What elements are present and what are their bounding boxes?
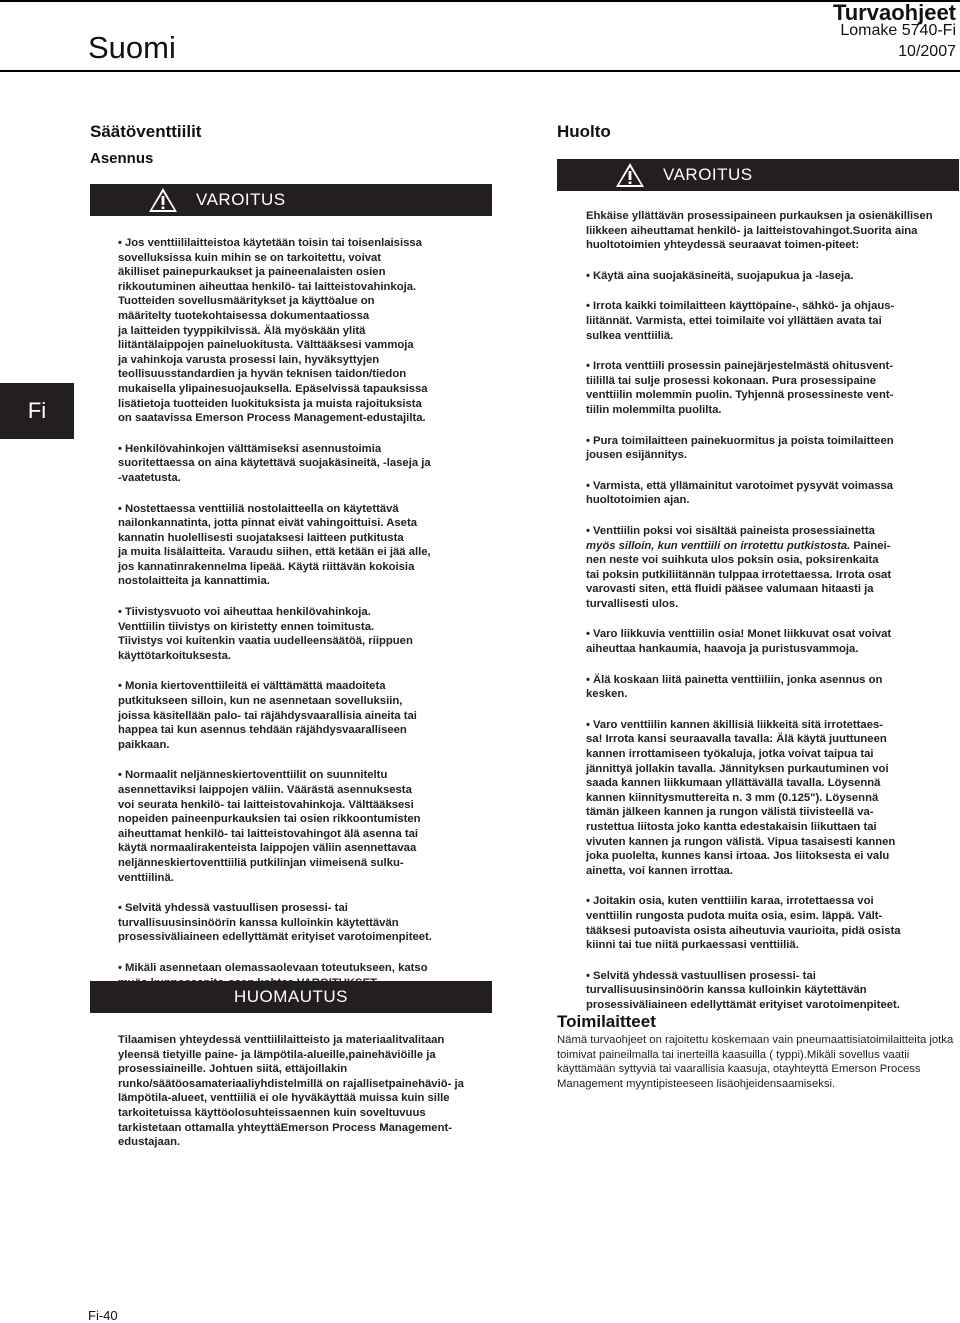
text-line: Emerson Process Management-edustajaan. [118, 1121, 453, 1149]
text-line: • Tiivistysvuoto voi aiheuttaa henkilövahinkoja. [118, 606, 371, 619]
bullet-text [586, 673, 958, 702]
maintenance-warning-block [586, 209, 958, 1029]
text-line: sa! Irrota kansi seuraavalla tavalla: Älä käytä juuttuneen [586, 733, 887, 746]
text-line: valitaan yleensä tietyille paine- ja lämpötila-alueille, [118, 1034, 445, 1061]
text-line: Nämä turvaohjeet on rajoitettu koskemaan vain pneumaattisia [557, 1034, 867, 1046]
maintenance-warning-list [586, 269, 958, 1013]
text-line: paikkaan. [118, 738, 170, 751]
bullet-item [118, 679, 488, 752]
bullet-icon: • [586, 895, 590, 908]
bullet-item [586, 524, 958, 612]
bullet-text [118, 605, 488, 663]
bullet-item [586, 969, 958, 1013]
text-line: käyttää muissa kuin sille tarkoitetuissa käyttöolosuhteissa [118, 1092, 450, 1119]
text-line: kannen irrottamiseen työkaluja, jotka voivat taipua tai [586, 748, 874, 761]
bullet-item [586, 718, 958, 879]
text-line: rustettua liitosta joko kantta edestakaisin liikuttaen tai [586, 821, 877, 833]
text-line: • Henkilövahinkojen välttämiseksi asennustoimia [118, 442, 382, 455]
bullet-item [586, 627, 958, 656]
section-title-maintenance: Huolto [557, 122, 611, 141]
text-line: sovelluksissa kuin mihin se on tarkoitettu, voivat [118, 251, 382, 264]
text-line: Ehkäise yllättävän prosessipaineen purkauksen ja osien [586, 210, 889, 222]
text-line: • Älä koskaan liitä painetta venttiiliin, jonka asennus on [586, 673, 883, 686]
bullet-icon: • [586, 524, 590, 537]
text-line: äkilliset painepurkaukset ja paineenalaisten osien [118, 266, 386, 279]
text-line: varovasti siten, että fluidi pääsee valumaan hitaasti ja [586, 583, 874, 596]
text-line: kannatin huolellisesti suojataksesi laitteen putkitusta [118, 531, 404, 544]
text-line: myös silloin, kun venttiili on irrotettu putkistosta. Painei- [586, 539, 891, 552]
bullet-text [118, 502, 488, 590]
text-line: Mikäli sovellus vaatii käyttämään syttyviä tai vaarallisia kaasuja, ota [557, 1048, 910, 1076]
text-line: joka puolelta, kunnes kansi irtoaa. Jos liitoksesta ei valu [586, 850, 890, 863]
text-line: jos kannatinrakennelma lipeää. Käytä riittävän kokoisia [118, 560, 415, 573]
text-line: • Normaalit neljänneskiertoventtiilit on suunniteltu [118, 769, 388, 782]
text-line: tääksesi putoavista osista aiheutuvia vaurioita, pidä osista [586, 924, 901, 937]
text-line: toimilaitteita jotka toimivat paineilmalla tai inerteillä kaasuilla ( typpi). [557, 1034, 954, 1061]
bullet-icon: • [586, 434, 590, 447]
text-line: aiheuttaa hankaumia, haavoja ja puristusvammoja. [586, 643, 859, 656]
text-line: nailonkannatinta, jotta pinnat eivät vahingoittuisi. Aseta [118, 517, 417, 530]
text-line: ja muita lisälaitteita. Varaudu siihen, että ketään ei jää alle, [118, 546, 431, 559]
text-line: tiilillä tai sulje prosessi kokonaan. Pura prosessipaine [586, 374, 877, 387]
text-line: liitännät. Varmista, ettei toimilaite voi yllättäen avata tai [586, 314, 882, 327]
bullet-text [118, 679, 488, 752]
text-line: Venttiilin tiivistys on kiristetty ennen toimitusta. [118, 620, 375, 633]
text-line: yhteyttä Emerson Process Management myyntipisteeseen lisäohjeiden [557, 1063, 921, 1090]
bullet-item [118, 901, 488, 945]
bullet-text [586, 359, 958, 417]
bullet-item [586, 479, 958, 508]
text-line: • Joitakin osia, kuten venttiilin karaa, irrotettaessa voi [586, 895, 874, 908]
text-line: tämän jälkeen kannen ja rungon välistä tiivisteellä va- [586, 806, 874, 819]
text-line: ennen kuin soveltuvuus tarkistetaan ottamalla yhteyttä [118, 1106, 426, 1134]
bullet-text [118, 768, 488, 885]
text-line: • Venttiilin poksi voi sisältää paineista prosessiainetta [586, 524, 875, 537]
text-line: vivuten kannen ja rungon välistä. Vipua tasaisesti kannen [586, 835, 896, 848]
bullet-icon: • [586, 718, 590, 731]
document-title: Turvaohjeet [832, 0, 956, 25]
text-line: • Jos venttiililaitteistoa käytetään toisin tai toisenlaisissa [118, 237, 422, 249]
text-line: jännittyä jollakin tavalla. Jännityksen purkautuminen voi [586, 762, 889, 775]
installation-warning-list [118, 236, 488, 1006]
text-line: painehäviöille ja prosessiaineille. Johtuen siitä, että [118, 1048, 436, 1076]
bullet-item [586, 434, 958, 463]
text-line: käyttötarkoituksesta. [118, 649, 232, 662]
text-line: on saatavissa Emerson Process Management-edustajilta. [118, 412, 426, 425]
bullet-icon: • [586, 479, 590, 492]
text-line: • Monia kiertoventtiileitä ei välttämättä maadoiteta [118, 680, 386, 693]
warning-label: VAROITUS [196, 190, 286, 209]
text-line: aiheuttamat henkilö- tai laitteistovahingot älä asenna tai [118, 827, 419, 840]
bullet-icon: • [586, 360, 590, 373]
bullet-icon: • [118, 961, 122, 974]
text-line: • Käytä aina suojakäsineitä, suojapukua ja -laseja. [586, 269, 854, 282]
text-line: -vaatetusta. [118, 471, 181, 484]
text-line: turvallisuusinsinöörin kanssa kulloinkin käytettävän [118, 916, 399, 929]
page-number: Fi-40 [88, 1308, 118, 1323]
bullet-text [586, 718, 958, 879]
bullet-item [118, 502, 488, 590]
text-line: nen neste voi suihkuta ulos poksin osia, poksirenkaita [586, 554, 879, 567]
bullet-item [586, 299, 958, 343]
text-line: Tuotteiden sovellusmääritykset ja käyttöalue on [118, 295, 375, 308]
top-rule [0, 0, 960, 2]
text-line: • Varo venttiilin kannen äkillisiä liikkeitä sitä irrotettaes- [586, 718, 884, 731]
text-line: tiilin molemmilta puolilta. [586, 403, 722, 416]
text-line: ja vahinkoja varusta prosessi lain, hyväksyttyjen [118, 353, 380, 366]
text-line: turvallisuusinsinöörin kanssa kulloinkin käytettävän [586, 984, 867, 997]
bullet-item [118, 236, 488, 426]
text-line: lisätietoja tuotteiden luokituksista ja muista rajoituksista [118, 397, 422, 410]
text-line: Suorita aina huoltotoimien yhteydessä seuraavat toimen- [586, 224, 918, 252]
text-line: • Varo liikkuvia venttiilin osia! Monet liikkuvat osat voivat [586, 628, 892, 641]
bullet-icon: • [118, 237, 122, 249]
text-line: venttiilin rungosta pudota muita osia, esim. läppä. Vält- [586, 909, 883, 922]
language-title: Suomi [88, 30, 176, 65]
text-line: Tilaamisen yhteydessä venttiililaitteisto ja materiaalit [118, 1034, 403, 1046]
text-line: ja laitteiden tyyppikilvissä. Älä myöskään ylitä [118, 324, 366, 337]
text-line: • Selvitä yhdessä vastuullisen prosessi- tai [586, 969, 816, 982]
text-line: prosessiväliaineen edellyttämät erityiset varotoimenpiteet. [586, 998, 900, 1011]
text-line: • Varmista, että yllämainitut varotoimet pysyvät voimassa [586, 479, 894, 492]
text-line: turvallisesti ulos. [586, 597, 679, 610]
note-bar [90, 981, 492, 1013]
bullet-text [586, 479, 958, 508]
bullet-text [586, 269, 958, 284]
text-line: joissa käsitellään palo- tai räjähdysvaarallisia aineita tai [118, 709, 417, 722]
text-line: liitäntälaippojen paineluokitusta. Välttääksesi vammoja [118, 339, 414, 352]
text-line: venttiilinä. [118, 871, 174, 884]
text-line: nostolaitteita ja kannattimia. [118, 575, 270, 588]
bullet-text [586, 627, 958, 656]
text-line: sulkea venttiiliä. [586, 329, 674, 342]
text-line: neljänneskiertoventtiiliä putkilinjan viimeisenä sulku- [118, 856, 404, 869]
text-line: • Irrota venttiili prosessin painejärjestelmästä ohitusvent- [586, 360, 894, 373]
text-line: Tiivistys voi kuitenkin vaatia uudelleensäätöä, riippuen [118, 635, 413, 648]
note-label: HUOMAUTUS [233, 987, 349, 1006]
bullet-item [118, 768, 488, 885]
text-line: joillakin runko/säätöosamateriaaliyhdistelmillä on rajalliset [118, 1063, 389, 1090]
bullet-item [118, 605, 488, 663]
text-line: • Irrota kaikki toimilaitteen käyttöpaine-, sähkö- ja ohjaus- [586, 300, 895, 313]
subsection-title-installation: Asennus [90, 150, 154, 167]
language-side-tab: Fi [0, 383, 74, 439]
bullet-icon: • [586, 673, 590, 686]
bullet-text [586, 969, 958, 1013]
bullet-text [586, 524, 958, 612]
actuators-text [557, 1033, 957, 1091]
text-line: huoltotoimien ajan. [586, 494, 690, 507]
bullet-text [586, 299, 958, 343]
bullet-text [118, 901, 488, 945]
text-line: • Pura toimilaitteen painekuormitus ja poista toimilaitteen [586, 434, 894, 447]
bullet-icon: • [586, 300, 590, 313]
bullet-icon: • [118, 769, 122, 782]
warning-triangle-icon [615, 162, 645, 188]
bullet-icon: • [118, 902, 122, 915]
text-line: voi seurata henkilö- tai laitteistovahinkoja. Välttääksesi [118, 798, 414, 811]
text-line: putkitukseen silloin, kun ne asennetaan sovelluksiin, [118, 695, 403, 708]
bullet-icon: • [586, 969, 590, 982]
text-line: suoritettaessa on aina käytettävä suojakäsineitä, -laseja ja [118, 457, 431, 470]
text-line: rikkoutuminen aiheuttaa henkilö- tai laitteistovahinkoja. [118, 280, 417, 293]
maintenance-intro [586, 209, 958, 253]
text-line: käytä normaalirakenteista laippojen väliin asennettavaa [118, 842, 417, 855]
text-line: piteet: [825, 239, 860, 252]
bullet-item [118, 442, 488, 486]
text-line: asennettaviksi laippojen väliin. Väärästä asennuksesta [118, 784, 412, 796]
form-number: Lomake 5740-Fi [840, 22, 956, 39]
text-line: äkillisen liikkeen aiheuttamat henkilö- ja laitteistovahingot. [586, 210, 933, 237]
text-line: jousen esijännitys. [586, 449, 688, 462]
bullet-text [118, 236, 488, 426]
bullet-item [586, 269, 958, 284]
section-title-valves: Säätöventtiilit [90, 122, 202, 141]
text-line: prosessiväliaineen edellyttämät erityiset varotoimenpiteet. [118, 931, 432, 944]
bullet-item [586, 673, 958, 702]
text-line: painehäviö- ja lämpötila-alueet, venttiiliä ei ole hyvä [118, 1077, 464, 1105]
text-line: kesken. [586, 688, 628, 701]
warning-triangle-icon [148, 187, 178, 213]
text-line: teollisuusstandardien ja hyvän teknisen taidon/tiedon [118, 368, 407, 381]
text-line: • Selvitä yhdessä vastuullisen prosessi- tai [118, 902, 348, 915]
text-line: ainetta, voi kannen irrottaa. [586, 864, 733, 877]
text-line: määritelty tuotekohtaisessa dokumentaatiossa [118, 309, 370, 322]
text-line: tai poksin putkiliitännän tulppaa irrotettaessa. Irrota osat [586, 568, 892, 581]
bullet-icon: • [118, 442, 122, 455]
document-date: 10/2007 [898, 43, 956, 60]
bullet-icon: • [118, 680, 122, 693]
text-line: saamiseksi. [776, 1077, 836, 1090]
text-line: venttiilin molemmin puolin. Tyhjennä prosessineste vent- [586, 389, 894, 402]
bullet-text [586, 894, 958, 952]
bullet-item [586, 894, 958, 952]
text-line: happea tai kun asennus tehdään räjähdysvaaralliseen [118, 724, 407, 737]
text-line: mukaisella ylipainesuojauksella. Epäselvissä tapauksissa [118, 382, 428, 395]
text-line: kannen kiinnitysmuttereita n. 3 mm (0.125"). Löysennä [586, 791, 879, 804]
text-line: saada kannen liikkumaan yllättävällä tavalla. Löysennä [586, 777, 881, 790]
header-rule [0, 70, 960, 72]
text-line: • Mikäli asennetaan olemassaolevaan toteutukseen, katso [118, 961, 428, 974]
section-title-actuators: Toimilaitteet [557, 1012, 656, 1031]
bullet-item [586, 359, 958, 417]
text-line: nopeiden paineenpurkauksien tai osien rikkoontumisten [118, 813, 421, 826]
warning-bar-left [90, 184, 492, 216]
note-text [118, 1033, 488, 1150]
warning-label: VAROITUS [663, 165, 753, 184]
bullet-text [586, 434, 958, 463]
text-line: kiinni tai tue niitä purkaessasi venttiiliä. [586, 939, 799, 952]
bullet-icon: • [118, 606, 122, 619]
bullet-text [118, 442, 488, 486]
bullet-icon: • [586, 269, 590, 282]
text-line: • Nostettaessa venttiiliä nostolaitteella on käytettävä [118, 502, 399, 515]
bullet-icon: • [586, 628, 590, 641]
bullet-icon: • [118, 502, 122, 515]
warning-bar-right [557, 159, 959, 191]
